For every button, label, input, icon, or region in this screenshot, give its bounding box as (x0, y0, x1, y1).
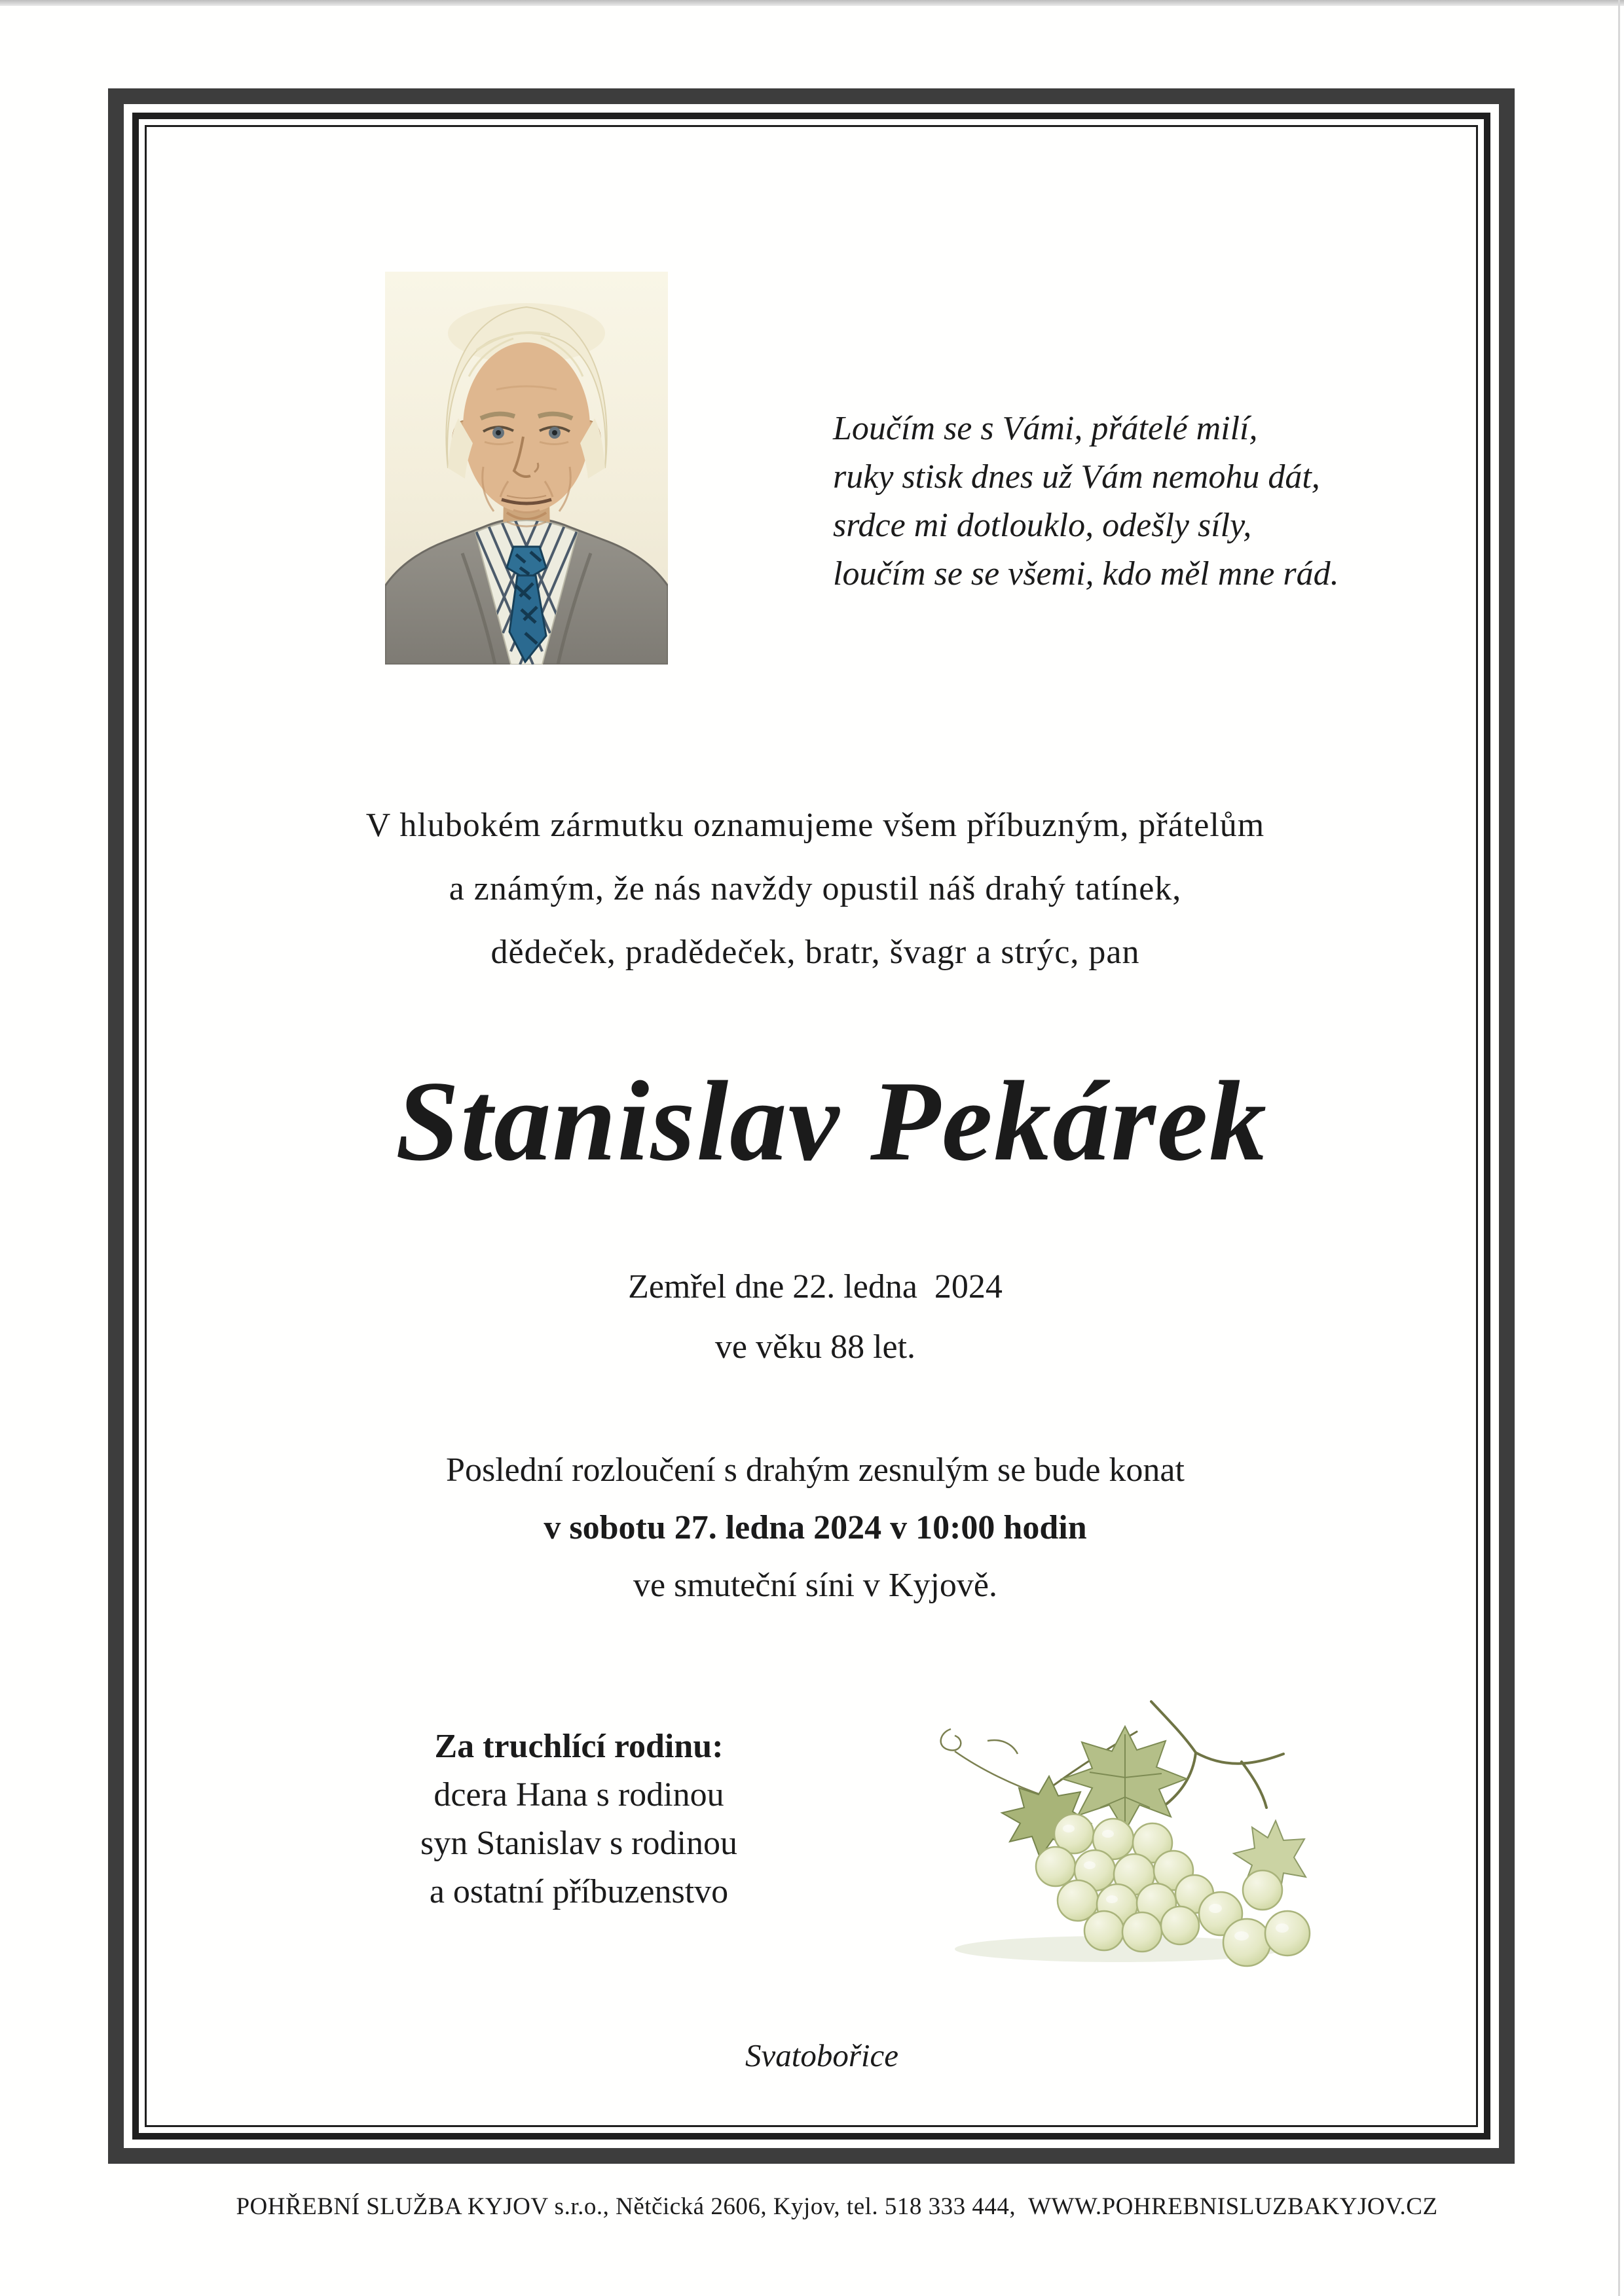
footer-company-line: POHŘEBNÍ SLUŽBA KYJOV s.r.o., Nětčická 2606, Kyjov, tel. 518 333 444, WWW.POHREBNISLUZBAKYJOV.CZ (236, 2193, 1438, 2220)
funeral-info (160, 1442, 1470, 1614)
poem-line: Loučím se s Vámi, přátelé milí, (833, 410, 1258, 447)
poem-line: ruky stisk dnes už Vám nemohu dát, (833, 458, 1320, 496)
grapes-illustration (909, 1692, 1328, 1967)
family-heading: Za truchlící rodinu: (434, 1728, 724, 1765)
death-info (160, 1257, 1470, 1377)
farewell-poem (833, 405, 1339, 598)
place-label: Svatobořice (745, 2037, 899, 2073)
deceased-name: Stanislav Pekárek (396, 1057, 1268, 1184)
portrait-photo (385, 272, 668, 665)
announcement-line: V hlubokém zármutku oznamujeme všem příbuzným, přátelům (365, 807, 1265, 844)
portrait-illustration (385, 272, 668, 665)
family-member-line: syn Stanislav s rodinou (420, 1825, 737, 1862)
funeral-datetime-line: v sobotu 27. ledna 2024 v 10:00 hodin (544, 1509, 1087, 1546)
poem-line: srdce mi dotlouklo, odešly síly, (833, 507, 1252, 544)
family-member-line: a ostatní příbuzenstvo (429, 1873, 729, 1910)
family-member-line: dcera Hana s rodinou (434, 1776, 724, 1813)
death-date-line: Zemřel dne 22. ledna 2024 (628, 1268, 1003, 1305)
poem-line: loučím se se všemi, kdo měl mne rád. (833, 555, 1339, 592)
announcement-paragraph (160, 793, 1470, 984)
scan-artifact-top-edge (0, 0, 1624, 6)
funeral-place-line: ve smuteční síni v Kyjově. (633, 1567, 998, 1604)
death-age-line: ve věku 88 let. (714, 1328, 916, 1366)
funeral-intro-line: Poslední rozloučení s drahým zesnulým se bude konat (446, 1451, 1185, 1489)
announcement-line: a známým, že nás navždy opustil náš drahý tatínek, (449, 870, 1182, 907)
announcement-line: dědeček, pradědeček, bratr, švagr a strýc, pan (490, 934, 1140, 971)
grapes-vine-graphic (909, 1692, 1328, 1967)
scan-artifact-right-edge (1618, 0, 1620, 2296)
mourning-family-block (366, 1722, 792, 1916)
